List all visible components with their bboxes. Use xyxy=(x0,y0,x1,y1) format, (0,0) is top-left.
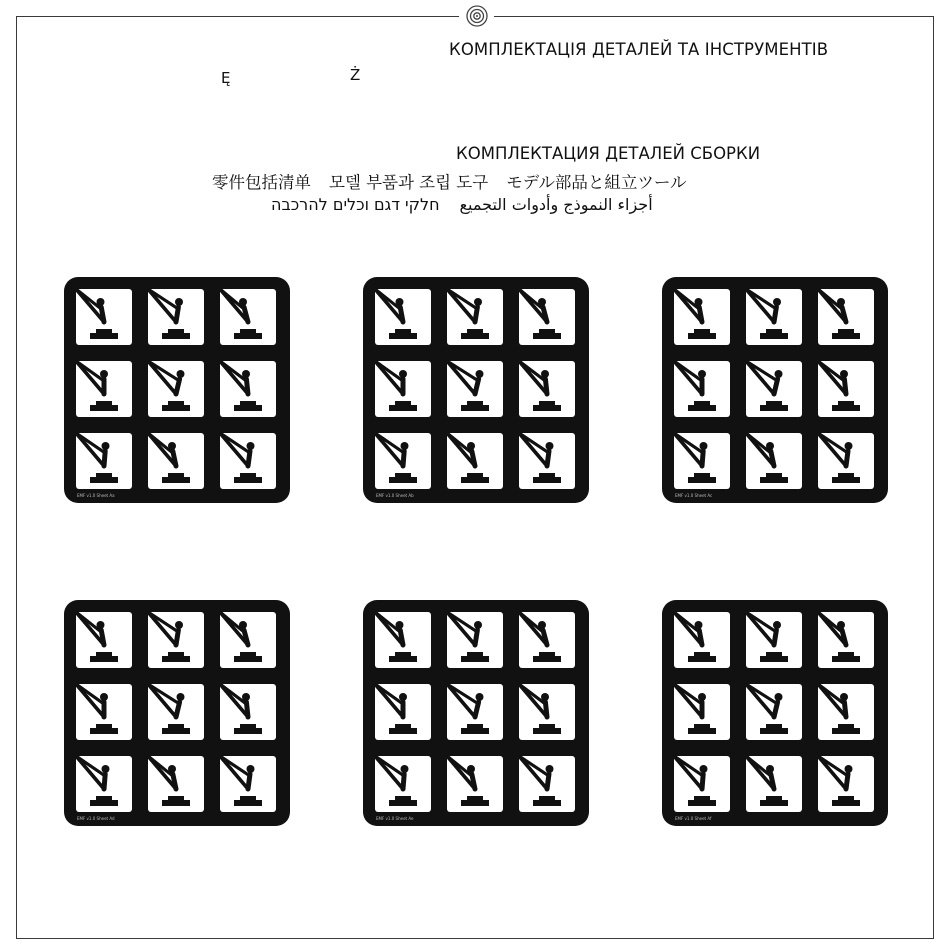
skateboard-figure-icon xyxy=(746,684,802,740)
heading-russian: КОМПЛЕКТАЦИЯ ДЕТАЛЕЙ СБОРКИ xyxy=(456,144,761,163)
hammer-throw-figure-icon xyxy=(746,361,802,417)
baton-twirling-figure-icon xyxy=(148,756,204,812)
heading-chinese: 零件包括清单 xyxy=(212,173,311,192)
bmx-cycling-figure-icon xyxy=(148,361,204,417)
racket-figure-icon xyxy=(447,612,503,668)
gymnastics-handstand-figure-icon xyxy=(220,289,276,345)
heading-japanese: モデル部品と組立ツール xyxy=(506,173,687,192)
ice-hockey-figure-icon xyxy=(375,612,431,668)
heading-arabic: أجزاء النموذج وأدوات التجميع xyxy=(459,195,653,214)
parachuting-figure-icon xyxy=(220,612,276,668)
weightlifting-figure-icon xyxy=(76,361,132,417)
sheet-code-label: EMF v1.0 Sheet Af xyxy=(675,816,712,821)
volleyball-spike-figure-icon xyxy=(148,612,204,668)
wrestling-figure-icon xyxy=(76,433,132,489)
figure-skating-figure-icon xyxy=(375,289,431,345)
ski-poles-figure-icon xyxy=(818,756,874,812)
discus-figure-icon xyxy=(148,684,204,740)
pommel-horse-figure-icon xyxy=(447,361,503,417)
cross-country-skiing-figure-icon xyxy=(220,433,276,489)
equestrian-figure-icon xyxy=(76,612,132,668)
skating-figure-icon xyxy=(674,612,730,668)
model-sheet-2 xyxy=(363,277,589,503)
jump-figure-icon xyxy=(746,612,802,668)
running-figure-icon xyxy=(148,433,204,489)
model-sheet-5 xyxy=(363,600,589,826)
skateboard-ramp-figure-icon xyxy=(519,289,575,345)
biathlon-figure-icon xyxy=(674,433,730,489)
tug-of-war-figure-icon xyxy=(519,612,575,668)
frame-left-line xyxy=(16,16,17,939)
heading-rtl-languages xyxy=(271,195,653,214)
kayaking-figure-icon xyxy=(519,361,575,417)
canoe-slalom-figure-icon xyxy=(674,289,730,345)
tennis-figure-icon xyxy=(148,289,204,345)
sheet-code-label: EMF v1.0 Sheet Ad xyxy=(77,816,115,821)
martial-arts-kick-figure-icon xyxy=(447,684,503,740)
sheet-code-label: EMF v1.0 Sheet Ac xyxy=(675,493,713,498)
frame-top-right-line xyxy=(494,16,934,17)
ski-jump-figure-icon xyxy=(674,684,730,740)
frame-right-line xyxy=(933,16,934,939)
stray-character-1: Ę xyxy=(221,69,231,87)
heading-ukrainian: КОМПЛЕКТАЦІЯ ДЕТАЛЕЙ ТА ІНСТРУМЕНТІВ xyxy=(449,40,829,59)
basketball-figure-icon xyxy=(818,612,874,668)
golf-swing-figure-icon xyxy=(220,756,276,812)
sheet-code-label: EMF v1.0 Sheet Ab xyxy=(376,493,414,498)
stray-character-2: Ż xyxy=(350,66,361,84)
model-sheet-3 xyxy=(662,277,888,503)
badminton-figure-icon xyxy=(746,433,802,489)
sheet-code-label: EMF v1.0 Sheet Aa xyxy=(77,493,115,498)
heading-asian-languages xyxy=(212,169,687,193)
trampoline-figure-icon xyxy=(447,433,503,489)
heading-hebrew: חלקי דגם וכלים להרכבה xyxy=(271,195,440,214)
frame-top-left-line xyxy=(16,16,459,17)
windsurfing-figure-icon xyxy=(818,289,874,345)
model-sheet-6 xyxy=(662,600,888,826)
balance-beam-figure-icon xyxy=(375,433,431,489)
bobsleigh-figure-icon xyxy=(818,684,874,740)
model-sheet-4 xyxy=(64,600,290,826)
frame-bottom-line xyxy=(16,938,934,939)
pair-dance-figure-icon xyxy=(220,684,276,740)
sprint-start-figure-icon xyxy=(375,756,431,812)
spiral-emblem-icon xyxy=(465,4,489,28)
sailing-figure-icon xyxy=(76,289,132,345)
vaulting-horse-figure-icon xyxy=(519,756,575,812)
surfing-figure-icon xyxy=(519,433,575,489)
pole-vault-figure-icon xyxy=(447,289,503,345)
barbell-figure-icon xyxy=(519,684,575,740)
model-sheet-1 xyxy=(64,277,290,503)
heading-korean: 모델 부품과 조립 도구 xyxy=(329,173,489,192)
curling-figure-icon xyxy=(674,756,730,812)
golf-figure-icon xyxy=(375,361,431,417)
climbing-figure-icon xyxy=(818,361,874,417)
rings-figure-icon xyxy=(375,684,431,740)
sumo-figure-icon xyxy=(76,756,132,812)
sheet-code-label: EMF v1.0 Sheet Ae xyxy=(376,816,414,821)
ballet-figure-icon xyxy=(818,433,874,489)
rhythmic-ribbon-figure-icon xyxy=(674,361,730,417)
cheering-figure-icon xyxy=(76,684,132,740)
downhill-skiing-figure-icon xyxy=(746,756,802,812)
dance-pair-figure-icon xyxy=(220,361,276,417)
boxing-figure-icon xyxy=(746,289,802,345)
handstand-figure-icon xyxy=(447,756,503,812)
